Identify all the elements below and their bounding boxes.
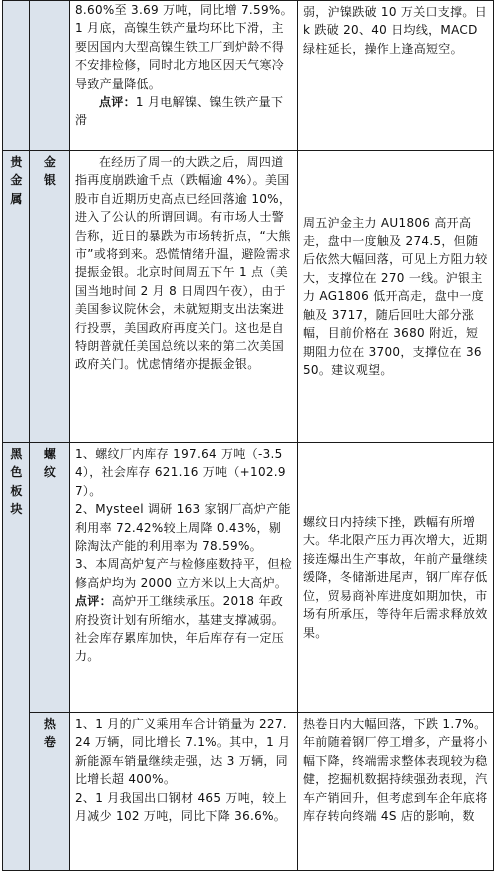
- nickel-view-text: 弱，沪镍跌破 10 万关口支撑。日 k 跌破 20、40 日均线，MACD 绿柱延长，操作上逢高短空。: [303, 5, 487, 56]
- sub-cell-empty: [30, 1, 70, 151]
- row-rebar: [3, 443, 494, 713]
- gold-view-text: 周五沪金主力 AU1806 高开高走，盘中一度触及 274.5，但随后依然大幅回落，可见上方阻力较大，支撑位在 270 一线。沪银主力 AG1806 低开高走，盘中一度触及 3717，随后回吐大部分涨幅，目前价格在 3680 附近，短期阻力位在 3700，支撑位在 3650。建议观望。: [303, 215, 488, 377]
- category-cell-empty: [3, 1, 30, 151]
- rebar-comment-label: 点评：: [75, 594, 112, 609]
- gold-analysis-text: 在经历了周一的大跌之后，周四道指再度崩跌逾千点（跌幅逾 4%）。美国股市自近期历史高点已经回落逾 10%，进入了公认的所谓回调。有市场人士警告称，近日的暴跌为市场转折点，“大熊市”或将到来。恐慌情绪升温，避险需求提振金银。北京时间周五下午 1 点（美国当地时间 2 月 8 日周四午夜），由于美国参议院休会，未就短期支出法案进行投票，美国政府再度关门。这也是自特朗普就任美国总统以来的第二次美国政府关门。忧虑情绪亦提振金银。: [75, 155, 292, 372]
- nickel-analysis-cell: [70, 1, 298, 151]
- category-ferrous: [3, 443, 30, 871]
- sub-rebar-label: 螺纹: [43, 447, 57, 480]
- row-precious-metals: [3, 151, 494, 443]
- nickel-comment: [75, 93, 293, 130]
- rebar-comment: [75, 592, 293, 666]
- hrc-view-cell: [298, 713, 494, 871]
- rebar-comment-text: 高炉开工继续承压。2018 年政府投资计划有所缩水，基建支撑减弱。社会库存累库加快，年后库存有一定压力。: [75, 594, 285, 664]
- nickel-analysis-text: 8.60%至 3.69 万吨，同比增 7.59%。1 月底，高镍生铁产量均环比下滑，主要因国内大型高镍生铁工厂到炉龄不得不安排检修，同时北方地区因天气寒冷导致产量降低。: [75, 3, 293, 91]
- sub-gold-silver: [30, 151, 70, 443]
- category-precious-metals-label: 贵金属: [10, 155, 23, 206]
- row-hot-rolled-coil: [3, 713, 494, 871]
- rebar-item-3: 3、本周高炉复产与检修座数持平，但检修高炉均为 2000 立方米以上大高炉。: [75, 557, 293, 590]
- rebar-view-text: 螺纹日内持续下挫，跌幅有所增大。华北限产压力再次增大，近期接连爆出生产事故，年前产量继续缓降，冬储渐进尾声，钢厂库存低位，贸易商补库进度如期加快，市场有所承压，等待年后需求释放效果。: [303, 515, 488, 640]
- category-precious-metals: [3, 151, 30, 443]
- sub-gold-silver-label: 金银: [43, 155, 57, 188]
- rebar-analysis-cell: [70, 443, 298, 713]
- sub-rebar: [30, 443, 70, 713]
- nickel-view-cell: [298, 1, 494, 151]
- rebar-item-2: 2、Mysteel 调研 163 家钢厂高炉产能利用率 72.42%较上周降 0.43%，剔除淘汰产能的利用率为 78.59%。: [75, 502, 291, 554]
- hrc-item-2: 2、1 月我国出口钢材 465 万吨，较上月减少 102 万吨，同比下降 36.6%。: [75, 790, 287, 824]
- gold-view-cell: [298, 151, 494, 443]
- nickel-comment-label: 点评：: [99, 95, 136, 110]
- hrc-view-text: 热卷日内大幅回落，下跌 1.7%。年前随着钢厂停工增多，产量将小幅下降，终端需求整体表现较为稳健，挖掘机数据持续强劲表现，汽车产销回升，但考虑到车企年底将库存转向终端 4S 店的影响，数: [303, 717, 488, 824]
- gold-analysis-cell: [70, 151, 298, 443]
- market-report-table: [2, 0, 494, 871]
- sub-hot-rolled-coil-label: 热卷: [43, 717, 57, 750]
- rebar-item-1: 1、螺纹厂内库存 197.64 万吨（-3.54），社会库存 621.16 万吨（+102.97）。: [75, 447, 286, 498]
- rebar-view-cell: [298, 443, 494, 713]
- hrc-analysis-cell: [70, 713, 298, 871]
- hrc-item-1: 1、1 月的广义乘用车合计销量为 227.24 万辆，同比增长 7.1%。其中，1 月新能源车销量继续走强，达 3 万辆，同比增长超 400%。: [75, 717, 291, 787]
- row-nickel: [3, 1, 494, 151]
- nickel-comment-text: 1 月电解镍、镍生铁产量下滑: [75, 95, 284, 128]
- sub-hot-rolled-coil: [30, 713, 70, 871]
- category-ferrous-label: 黑色板块: [10, 447, 23, 517]
